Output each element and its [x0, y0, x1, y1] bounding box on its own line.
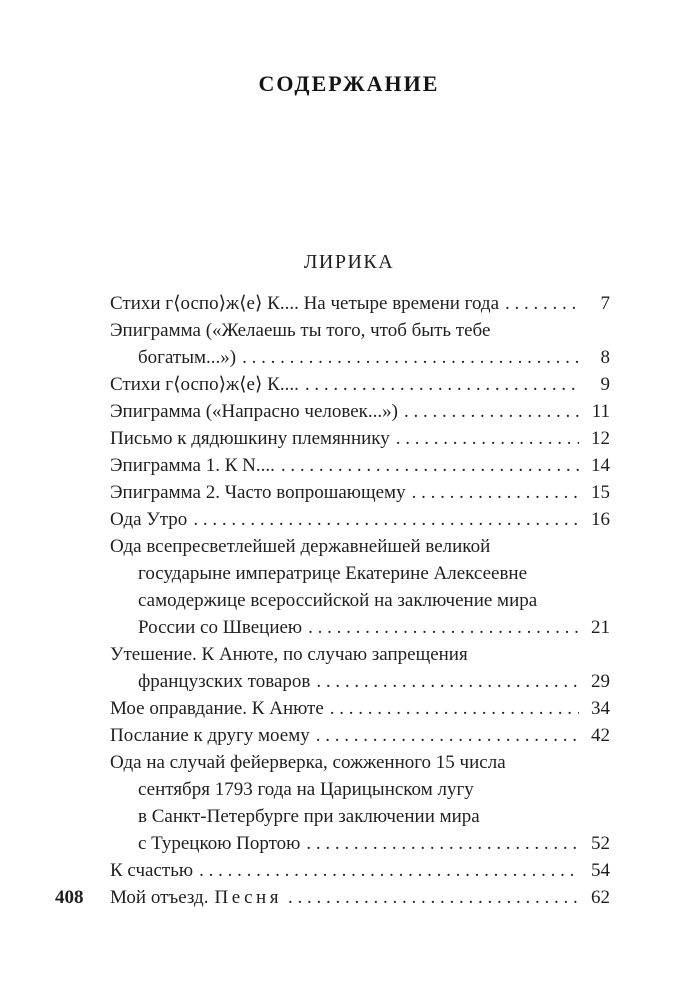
toc-entry-row [138, 668, 610, 695]
toc-entry-wrap-line: государыне императрице Екатерине Алексеевне [138, 563, 528, 584]
toc-entry-title-spaced: Песня [214, 887, 282, 908]
toc-entry [110, 317, 610, 371]
dot-leader [316, 668, 579, 695]
toc-entry-row [110, 398, 610, 425]
dot-leader [404, 398, 579, 425]
toc-entry [110, 749, 610, 857]
folio-number: 408 [55, 887, 84, 908]
toc-entry [110, 290, 610, 317]
toc-entry-row [110, 371, 610, 398]
toc-entry-row [110, 506, 610, 533]
dot-leader [316, 722, 579, 749]
toc-entry-row [110, 695, 610, 722]
toc-page-number: 12 [591, 428, 610, 449]
toc-title: СОДЕРЖАНИЕ [258, 71, 440, 96]
toc-entry-row [55, 884, 610, 911]
toc-page-number: 42 [591, 725, 610, 746]
toc-entry [110, 506, 610, 533]
toc-entry-title: Стихи г⟨оспо⟩ж⟨е⟩ К.... [110, 374, 299, 395]
toc-entry-title: богатым...») [138, 347, 237, 368]
toc-entry-title: Послание к другу моему [110, 725, 310, 746]
toc-page-number: 9 [600, 374, 610, 395]
toc-entry-wrap-line: сентября 1793 года на Царицынском лугу [138, 779, 474, 800]
toc-entry [110, 425, 610, 452]
toc-page-number: 52 [591, 833, 610, 854]
toc-entry-wrap-line: Утешение. К Анюте, по случаю запрещения [110, 644, 468, 665]
toc-entry [110, 722, 610, 749]
toc-entry-wrap-line: Ода на случай фейерверка, сожженного 15 числа [110, 752, 506, 773]
toc-entry [110, 695, 610, 722]
toc-entry-title: Стихи г⟨оспо⟩ж⟨е⟩ К.... На четыре времени года [110, 293, 500, 314]
dot-leader [242, 344, 579, 371]
toc-entry-title: Письмо к дядюшкину племяннику [110, 428, 390, 449]
toc-entry-wrap-line: в Санкт-Петербурге при заключении мира [138, 806, 480, 827]
dot-leader [505, 290, 579, 317]
toc-entry-title: с Турецкою Портою [138, 833, 301, 854]
toc-entry-title: К счастью [110, 860, 194, 881]
section-heading-lirika: ЛИРИКА [303, 251, 395, 273]
dot-leader [305, 371, 579, 398]
toc-entry-title: Эпиграмма («Напрасно человек...») [110, 401, 398, 422]
toc-entry-row [110, 290, 610, 317]
dot-leader [288, 884, 579, 911]
toc-entry-row [110, 857, 610, 884]
toc-list [55, 290, 610, 911]
toc-page-number: 14 [591, 455, 610, 476]
dot-leader [281, 452, 579, 479]
toc-page-number: 7 [600, 293, 610, 314]
toc-entry [110, 641, 610, 695]
toc-entry-title: Ода Утро [110, 509, 188, 530]
dot-leader [193, 506, 579, 533]
toc-entry-wrap-line: Ода всепресветлейшей державнейшей великой [110, 536, 491, 557]
dot-leader [412, 479, 579, 506]
toc-entry-title: Мое оправдание. К Анюте [110, 698, 324, 719]
toc-page-number: 62 [591, 887, 610, 908]
toc-entry [110, 371, 610, 398]
toc-entry-row [138, 830, 610, 857]
toc-page-number: 54 [591, 860, 610, 881]
dot-leader [308, 614, 579, 641]
toc-entry-row [110, 425, 610, 452]
toc-page-number: 15 [591, 482, 610, 503]
toc-entry-title: Эпиграмма 1. К N.... [110, 455, 275, 476]
toc-entry-title: Эпиграмма 2. Часто вопрошающему [110, 482, 406, 503]
toc-page-number: 21 [591, 617, 610, 638]
toc-entry-wrap-line: самодержице всероссийской на заключение мира [138, 590, 538, 611]
toc-entry-row [110, 479, 610, 506]
toc-entry-title: России со Швециею [138, 617, 303, 638]
dot-leader [199, 857, 579, 884]
toc-page-number: 11 [591, 401, 610, 422]
toc-page-number: 29 [591, 671, 610, 692]
toc-entry-row [138, 614, 610, 641]
toc-entry-row [110, 452, 610, 479]
toc-entry-title: французских товаров [138, 671, 311, 692]
toc-page-number: 8 [600, 347, 610, 368]
toc-entry [110, 452, 610, 479]
toc-entry [110, 857, 610, 884]
toc-entry-title: Мой отъезд. [110, 887, 209, 908]
toc-page-number: 16 [591, 509, 610, 530]
toc-entry [55, 884, 610, 911]
toc-entry [110, 398, 610, 425]
toc-page-number: 34 [591, 698, 610, 719]
toc-entry [110, 479, 610, 506]
toc-entry-wrap-line: Эпиграмма («Желаешь ты того, чтоб быть тебе [110, 320, 491, 341]
dot-leader [396, 425, 579, 452]
toc-entry-row [138, 344, 610, 371]
dot-leader [330, 695, 579, 722]
toc-entry-row [110, 722, 610, 749]
dot-leader [306, 830, 579, 857]
toc-entry [110, 533, 610, 641]
